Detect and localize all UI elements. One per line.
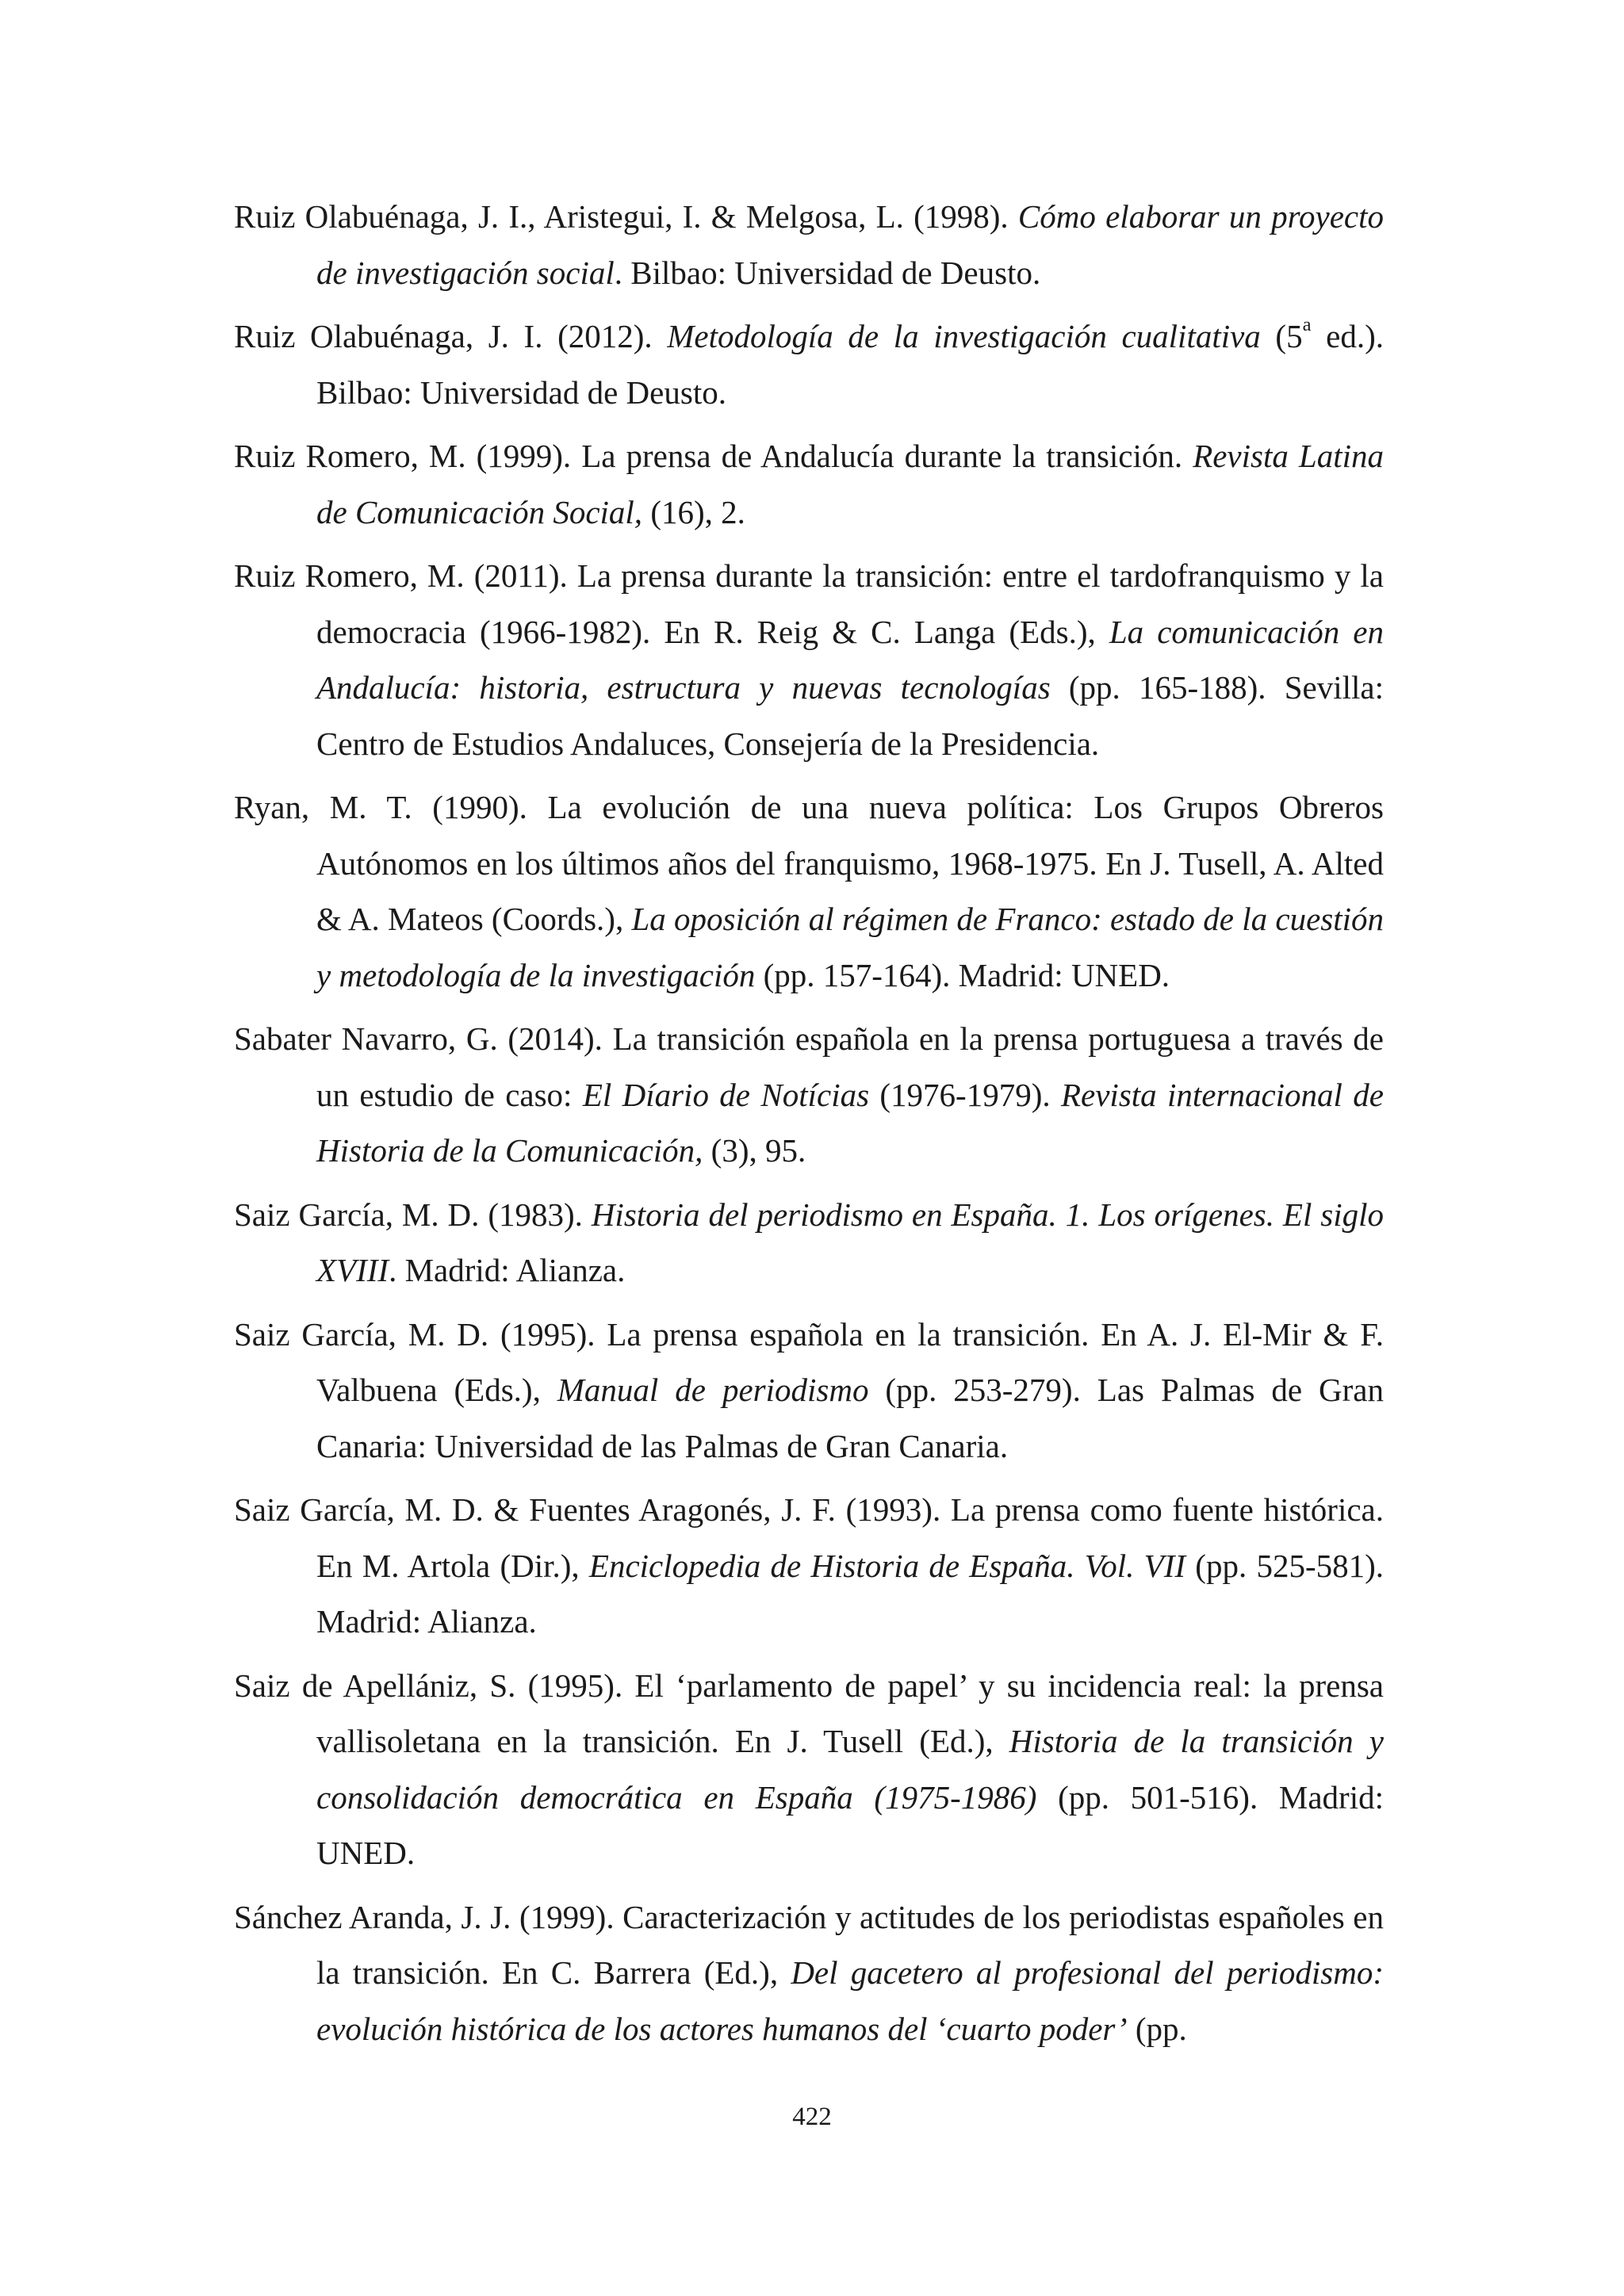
reference-title-italic: Enciclopedia de Historia de España. Vol. VII [588, 1547, 1186, 1584]
reference-title-italic: Historia de la transición y consolidación democrática en España (1975-1986) [316, 1723, 1384, 1816]
reference-text: (pp. [1127, 2010, 1187, 2047]
reference-text: Saiz de Apellániz, S. (1995). El ‘parlamento de papel’ y su incidencia real: la prensa vallisoletana en la transición. En J. Tusell (Ed.), [234, 1667, 1384, 1759]
reference-text: (pp. 157-164). Madrid: UNED. [755, 956, 1170, 993]
reference-superscript: a [1302, 314, 1312, 336]
reference-text: Saiz García, M. D. (1995). La prensa española en la transición. En A. J. El-Mir & F. Valbuena (Eds.), [234, 1315, 1384, 1408]
reference-text: Ruiz Olabuénaga, J. I., Aristegui, I. & Melgosa, L. (1998). [234, 198, 1018, 235]
reference-text: Ruiz Olabuénaga, J. I. (2012). [234, 318, 668, 354]
reference-title-italic: Revista internacional de Historia de la Comunicación, [316, 1076, 1384, 1169]
reference-text: (pp. 525-581). Madrid: Alianza. [316, 1547, 1384, 1640]
reference-title-italic: El Díario de Notícias [582, 1076, 870, 1113]
reference-text: Saiz García, M. D. (1983). [234, 1196, 592, 1233]
reference-text: (1976-1979). [869, 1076, 1061, 1113]
page-number: 422 [792, 2103, 832, 2131]
reference-text: Saiz García, M. D. & Fuentes Aragonés, J. F. (1993). La prensa como fuente histórica. En M. Artola (Dir.), [234, 1491, 1384, 1584]
reference-entry [234, 1187, 1384, 1299]
reference-entry [234, 1011, 1384, 1179]
reference-entry [234, 548, 1384, 771]
reference-text: (pp. 253-279). Las Palmas de Gran Canaria: Universidad de las Palmas de Gran Canaria. [316, 1372, 1384, 1464]
reference-text: ed.). Bilbao: Universidad de Deusto. [316, 318, 1384, 411]
reference-entry [234, 428, 1384, 540]
reference-entry [234, 308, 1384, 420]
reference-text: Ruiz Romero, M. (2011). La prensa durante la transición: entre el tardofranquismo y la democracia (1966-1982). En R. Reig & C. Langa (Eds.), [234, 557, 1384, 650]
reference-text: (pp. 165-188). Sevilla: Centro de Estudios Andaluces, Consejería de la Presidencia. [316, 669, 1384, 762]
reference-text: . Madrid: Alianza. [389, 1252, 626, 1288]
reference-title-italic: Del gacetero al profesional del periodismo: evolución histórica de los actores humanos del ‘cuarto poder’ [316, 1954, 1384, 2047]
reference-entry [234, 1889, 1384, 2057]
reference-text: (16), 2. [642, 493, 745, 530]
reference-text: (5 [1260, 318, 1303, 354]
reference-entry [234, 1658, 1384, 1881]
reference-entry [234, 779, 1384, 1003]
reference-title-italic: Revista Latina de Comunicación Social, [316, 438, 1384, 530]
reference-entry [234, 1482, 1384, 1650]
reference-text: (pp. 501-516). Madrid: UNED. [316, 1778, 1384, 1871]
reference-text: . Bilbao: Universidad de Deusto. [614, 254, 1041, 291]
reference-text: Ruiz Romero, M. (1999). La prensa de Andalucía durante la transición. [234, 438, 1193, 474]
reference-text: Sánchez Aranda, J. J. (1999). Caracterización y actitudes de los periodistas españoles en la transición. En C. Barrera (Ed.), [234, 1898, 1384, 1991]
reference-title-italic: La comunicación en Andalucía: historia, estructura y nuevas tecnologías [316, 613, 1385, 706]
reference-title-italic: Metodología de la investigación cualitativa [667, 318, 1261, 354]
reference-entry [234, 189, 1384, 300]
reference-title-italic: Historia del periodismo en España. 1. Los orígenes. El siglo XVIII [316, 1196, 1384, 1288]
reference-title-italic: Cómo elaborar un proyecto de investigación social [316, 198, 1384, 291]
reference-title-italic: Manual de periodismo [557, 1372, 869, 1408]
reference-text: Ryan, M. T. (1990). La evolución de una nueva política: Los Grupos Obreros Autónomos en los últimos años del franquismo, 1968-1975. En J. Tusell, A. Alted & A. Mateos (Coords.), [234, 789, 1384, 937]
reference-entry [234, 1307, 1384, 1475]
reference-text: Sabater Navarro, G. (2014). La transición española en la prensa portuguesa a través de un estudio de caso: [234, 1020, 1384, 1113]
reference-list [234, 189, 1384, 2064]
reference-text: (3), 95. [703, 1132, 806, 1169]
reference-title-italic: La oposición al régimen de Franco: estado de la cuestión y metodología de la investigación [316, 901, 1384, 993]
